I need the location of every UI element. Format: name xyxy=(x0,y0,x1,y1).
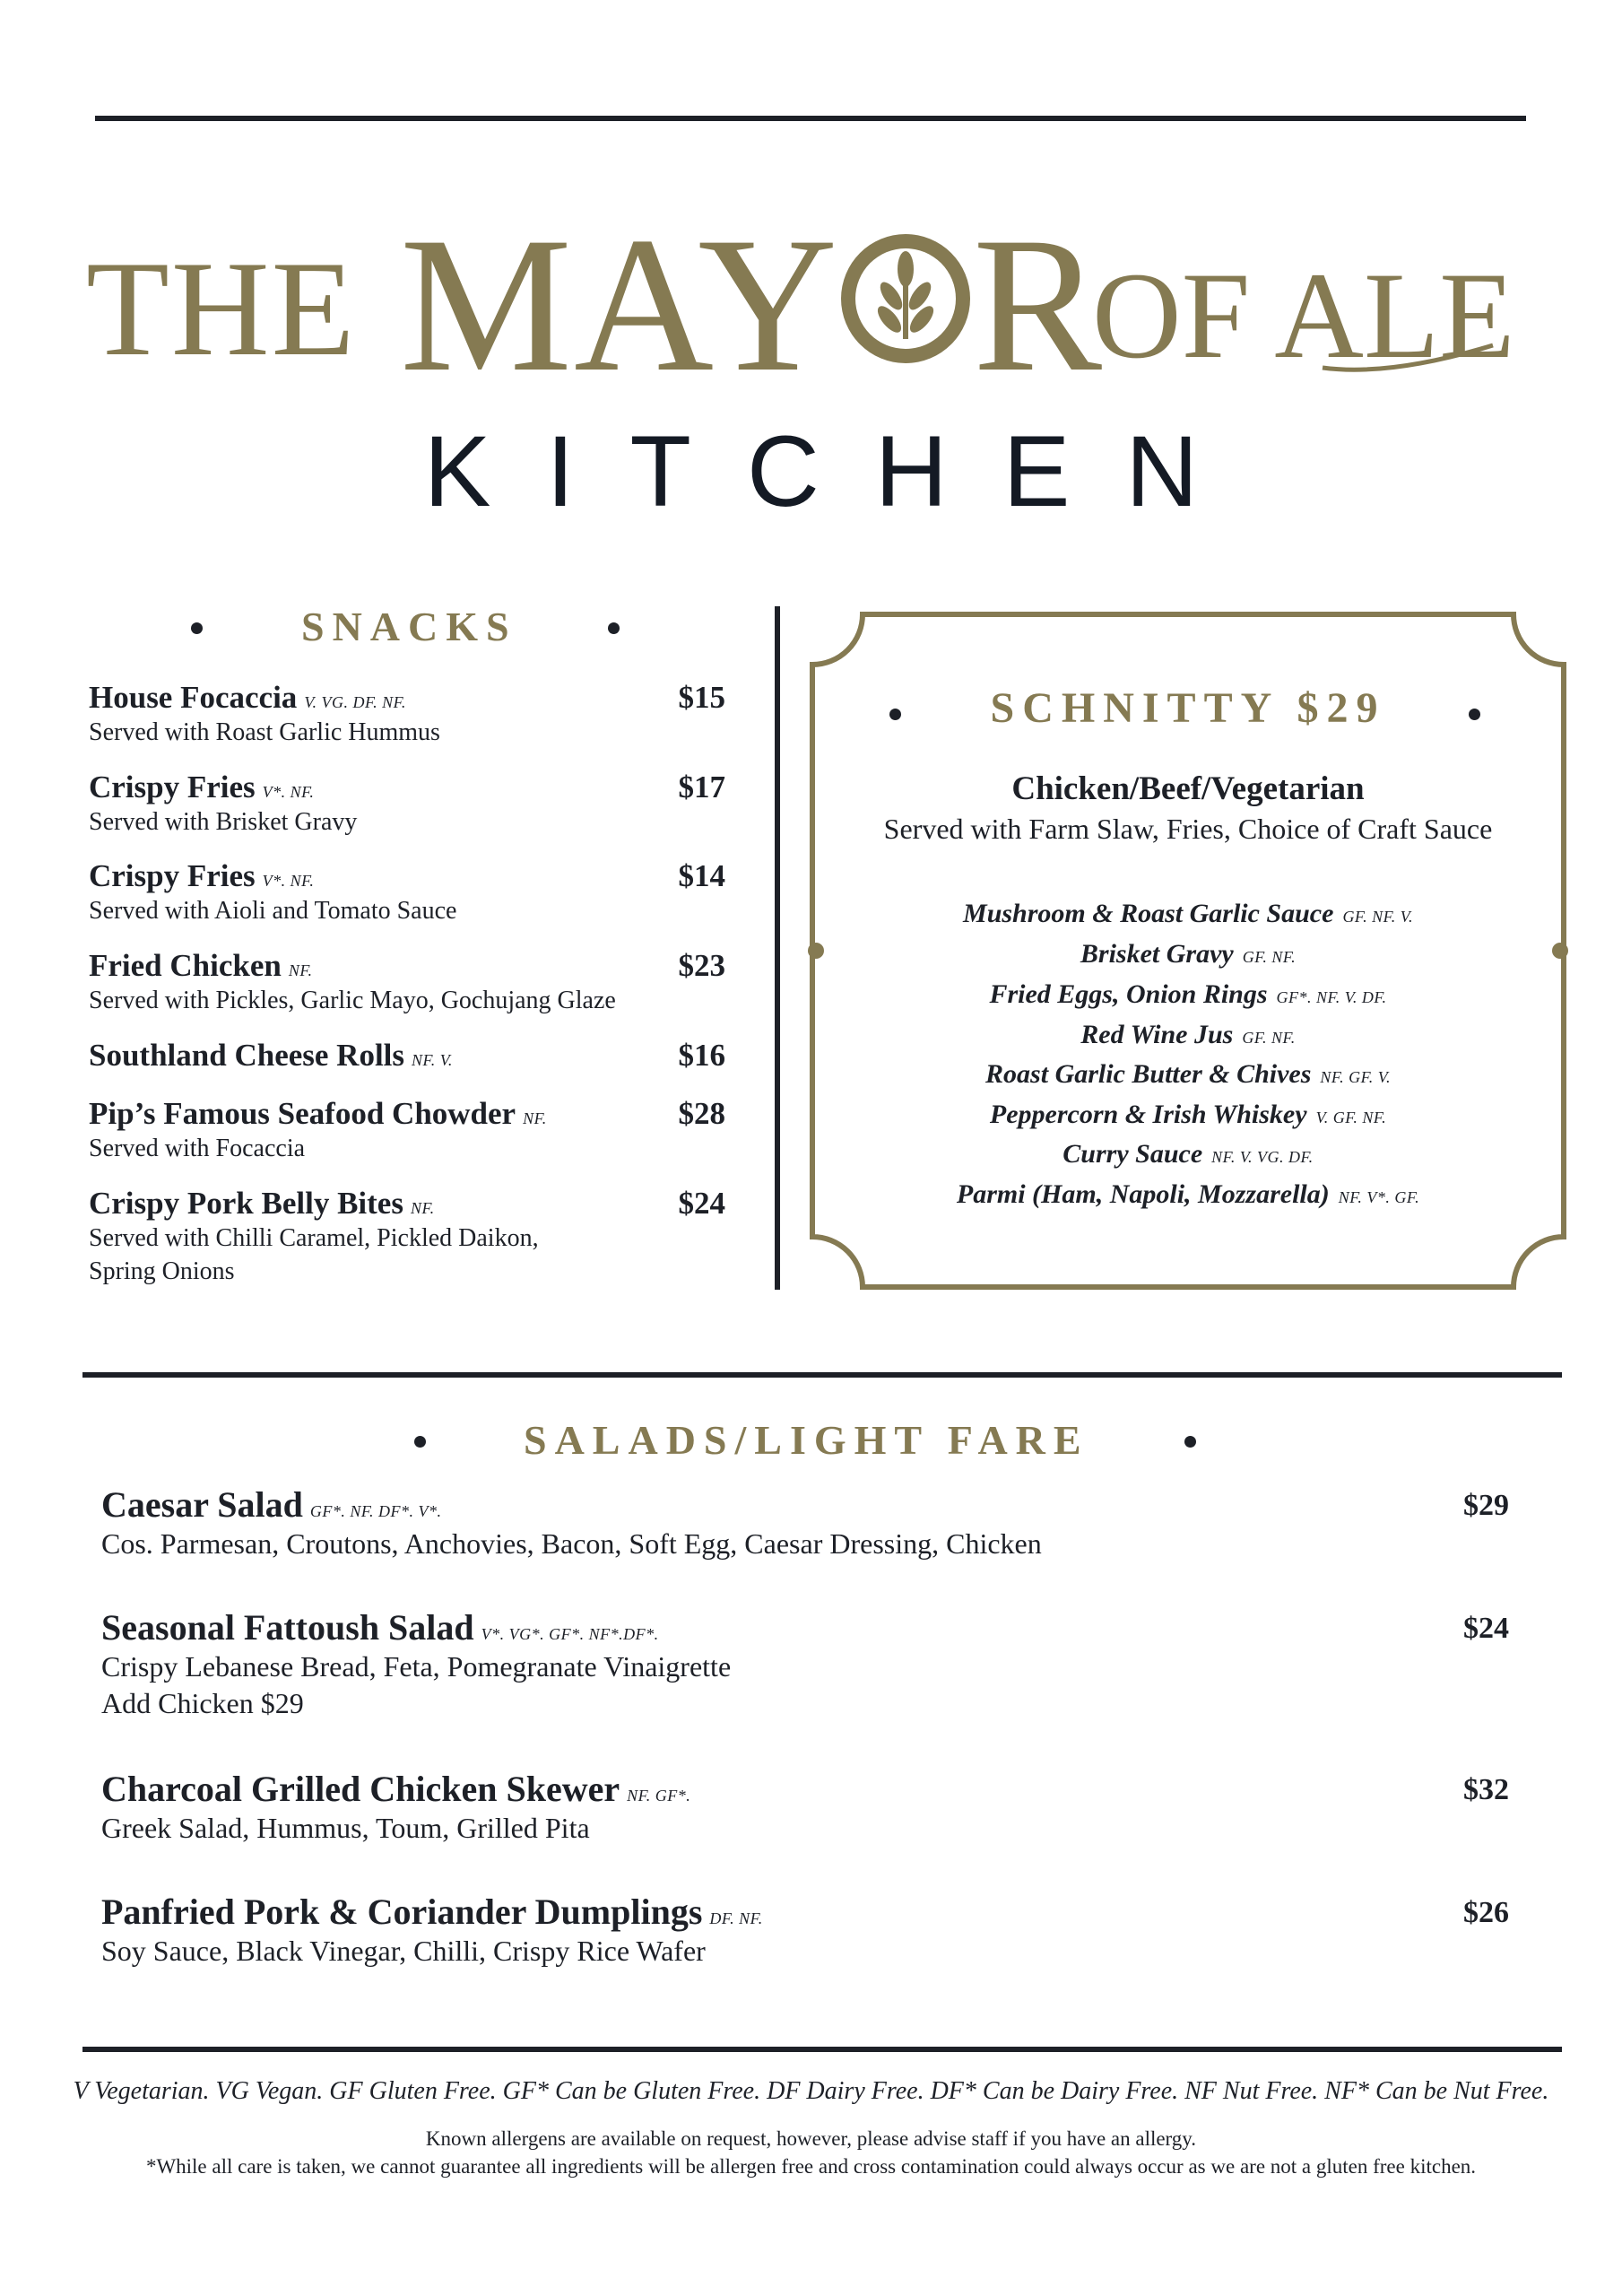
logo-of-ale: OF ALE xyxy=(1092,247,1515,384)
sauce-option xyxy=(807,1101,1569,1128)
dietary-tags: NF. V. VG. DF. xyxy=(1211,1148,1314,1166)
schnitty-panel xyxy=(807,610,1569,1292)
dietary-tags: NF. GF*. xyxy=(627,1787,691,1805)
item-name: Seasonal Fattoush Salad xyxy=(101,1607,474,1648)
sauce-name: Red Wine Jus xyxy=(1080,1020,1234,1049)
item-price: $15 xyxy=(678,680,725,715)
item-description: Served with Brisket Gravy xyxy=(89,808,358,837)
dietary-tags: GF*. NF. DF*. V*. xyxy=(309,1502,442,1520)
item-name: Crispy Fries xyxy=(89,858,256,893)
bullet-dot xyxy=(191,622,203,634)
logo-swash xyxy=(1318,341,1497,377)
snack-item xyxy=(89,948,725,1017)
schnitty-title: Chicken/Beef/Vegetarian xyxy=(1011,770,1365,807)
wheat-leaf-icon xyxy=(834,222,977,375)
item-description: Crispy Lebanese Bread, Feta, Pomegranate Vinaigrette xyxy=(101,1650,732,1683)
dietary-tags: DF. NF. xyxy=(709,1909,763,1927)
item-description: Soy Sauce, Black Vinegar, Chilli, Crispy Rice Wafer xyxy=(101,1935,706,1967)
item-price: $24 xyxy=(1463,1612,1509,1645)
item-price: $16 xyxy=(678,1038,725,1073)
item-description: Served with Aioli and Tomato Sauce xyxy=(89,897,457,926)
schnitty-subtitle: Served with Farm Slaw, Fries, Choice of Craft Sauce xyxy=(883,813,1493,845)
item-description: Cos. Parmesan, Croutons, Anchovies, Bacon, Soft Egg, Caesar Dressing, Chicken xyxy=(101,1527,1042,1560)
salad-item xyxy=(101,1892,1509,1970)
item-name: Fried Chicken xyxy=(89,948,282,983)
dietary-tags: V. VG. DF. NF. xyxy=(304,693,406,711)
salad-item xyxy=(101,1607,1509,1722)
dietary-legend: V Vegetarian. VG Vegan. GF Gluten Free. GF* Can be Gluten Free. DF Dairy Free. DF* Can be Dairy Free. NF Nut Free. NF* Can be Nut Free. xyxy=(73,2077,1549,2105)
item-description-continued: Spring Onions xyxy=(89,1257,235,1286)
dietary-tags: NF. xyxy=(523,1109,547,1127)
dietary-tags: NF. xyxy=(288,961,313,979)
bullet-dot xyxy=(608,622,620,634)
sauce-name: Roast Garlic Butter & Chives xyxy=(985,1059,1312,1089)
item-description: Served with Roast Garlic Hummus xyxy=(89,718,440,747)
schnitty-heading: SCHNITTY $29 xyxy=(990,684,1386,732)
sauce-name: Peppercorn & Irish Whiskey xyxy=(989,1100,1307,1129)
sauce-option xyxy=(807,941,1569,968)
dietary-tags: GF. NF. xyxy=(1242,948,1297,966)
item-name: Panfried Pork & Coriander Dumplings xyxy=(101,1892,703,1932)
dietary-tags: NF. V*. GF. xyxy=(1338,1188,1420,1206)
sauce-name: Brisket Gravy xyxy=(1080,939,1234,969)
item-name: House Focaccia xyxy=(89,680,298,715)
sauce-option xyxy=(807,1181,1569,1208)
kitchen-title: KITCHEN xyxy=(423,415,1254,527)
snack-item xyxy=(89,680,725,749)
item-price: $29 xyxy=(1463,1489,1509,1522)
item-price: $14 xyxy=(678,858,725,893)
item-name: Charcoal Grilled Chicken Skewer xyxy=(101,1769,620,1809)
item-description: Served with Focaccia xyxy=(89,1135,306,1163)
dietary-tags: GF. NF. V. xyxy=(1342,908,1413,926)
disclaimer-note: *While all care is taken, we cannot guarantee all ingredients will be allergen free and cross contamination could always occur as we are not a gluten free kitchen. xyxy=(145,2155,1477,2178)
sauce-option xyxy=(807,1061,1569,1088)
item-name: Southland Cheese Rolls xyxy=(89,1038,405,1073)
snack-item xyxy=(89,1186,725,1289)
footer-divider xyxy=(82,2047,1562,2052)
bullet-dot xyxy=(414,1436,426,1448)
snack-item xyxy=(89,1038,725,1074)
dietary-tags: V. GF. NF. xyxy=(1315,1109,1387,1126)
sauce-name: Mushroom & Roast Garlic Sauce xyxy=(963,899,1334,928)
dietary-tags: NF. xyxy=(410,1199,435,1217)
item-price: $28 xyxy=(678,1096,725,1131)
logo-mayor: MAY xyxy=(400,197,840,412)
item-description: Served with Chilli Caramel, Pickled Daikon, xyxy=(89,1224,539,1253)
sauce-name: Fried Eggs, Onion Rings xyxy=(989,979,1268,1009)
item-price: $32 xyxy=(1463,1773,1509,1806)
item-name: Crispy Pork Belly Bites xyxy=(89,1186,403,1221)
item-name: Pip’s Famous Seafood Chowder xyxy=(89,1096,516,1131)
snack-item xyxy=(89,858,725,927)
salad-item xyxy=(101,1484,1509,1562)
item-price: $17 xyxy=(678,770,725,804)
sauce-option xyxy=(807,1022,1569,1048)
salads-heading: SALADS/LIGHT FARE xyxy=(524,1417,1089,1463)
dietary-tags: GF. NF. xyxy=(1242,1029,1296,1047)
sauce-option xyxy=(807,981,1569,1008)
column-divider xyxy=(775,606,780,1290)
item-name: Caesar Salad xyxy=(101,1484,303,1525)
item-description: Greek Salad, Hummus, Toum, Grilled Pita xyxy=(101,1812,590,1844)
snack-item xyxy=(89,1096,725,1165)
bullet-dot xyxy=(1469,709,1480,720)
snack-item xyxy=(89,770,725,839)
item-price: $24 xyxy=(678,1186,725,1221)
dietary-tags: V*. NF. xyxy=(262,872,315,890)
dietary-tags: GF*. NF. V. DF. xyxy=(1276,988,1387,1006)
snacks-heading: SNACKS xyxy=(301,604,517,649)
section-divider xyxy=(82,1372,1562,1378)
allergen-note: Known allergens are available on request, however, please advise staff if you have an allergy. xyxy=(425,2127,1197,2150)
item-price: $23 xyxy=(678,948,725,983)
item-name: Crispy Fries xyxy=(89,770,256,804)
logo-mayor-r: R xyxy=(973,197,1103,412)
dietary-tags: V*. NF. xyxy=(262,783,315,801)
item-add-on: Add Chicken $29 xyxy=(101,1686,304,1719)
dietary-tags: NF. V. xyxy=(412,1051,453,1069)
bullet-dot xyxy=(1184,1436,1196,1448)
item-price: $26 xyxy=(1463,1896,1509,1929)
sauce-name: Parmi (Ham, Napoli, Mozzarella) xyxy=(956,1179,1330,1209)
salad-item xyxy=(101,1769,1509,1847)
top-divider xyxy=(95,116,1526,121)
dietary-tags: V*. VG*. GF*. NF*.DF*. xyxy=(481,1625,659,1643)
sauce-option xyxy=(807,900,1569,927)
sauce-option xyxy=(807,1141,1569,1168)
dietary-tags: NF. GF. V. xyxy=(1320,1068,1391,1086)
item-description: Served with Pickles, Garlic Mayo, Gochujang Glaze xyxy=(89,987,616,1015)
sauce-name: Curry Sauce xyxy=(1063,1139,1203,1169)
logo-the: THE xyxy=(86,233,357,384)
